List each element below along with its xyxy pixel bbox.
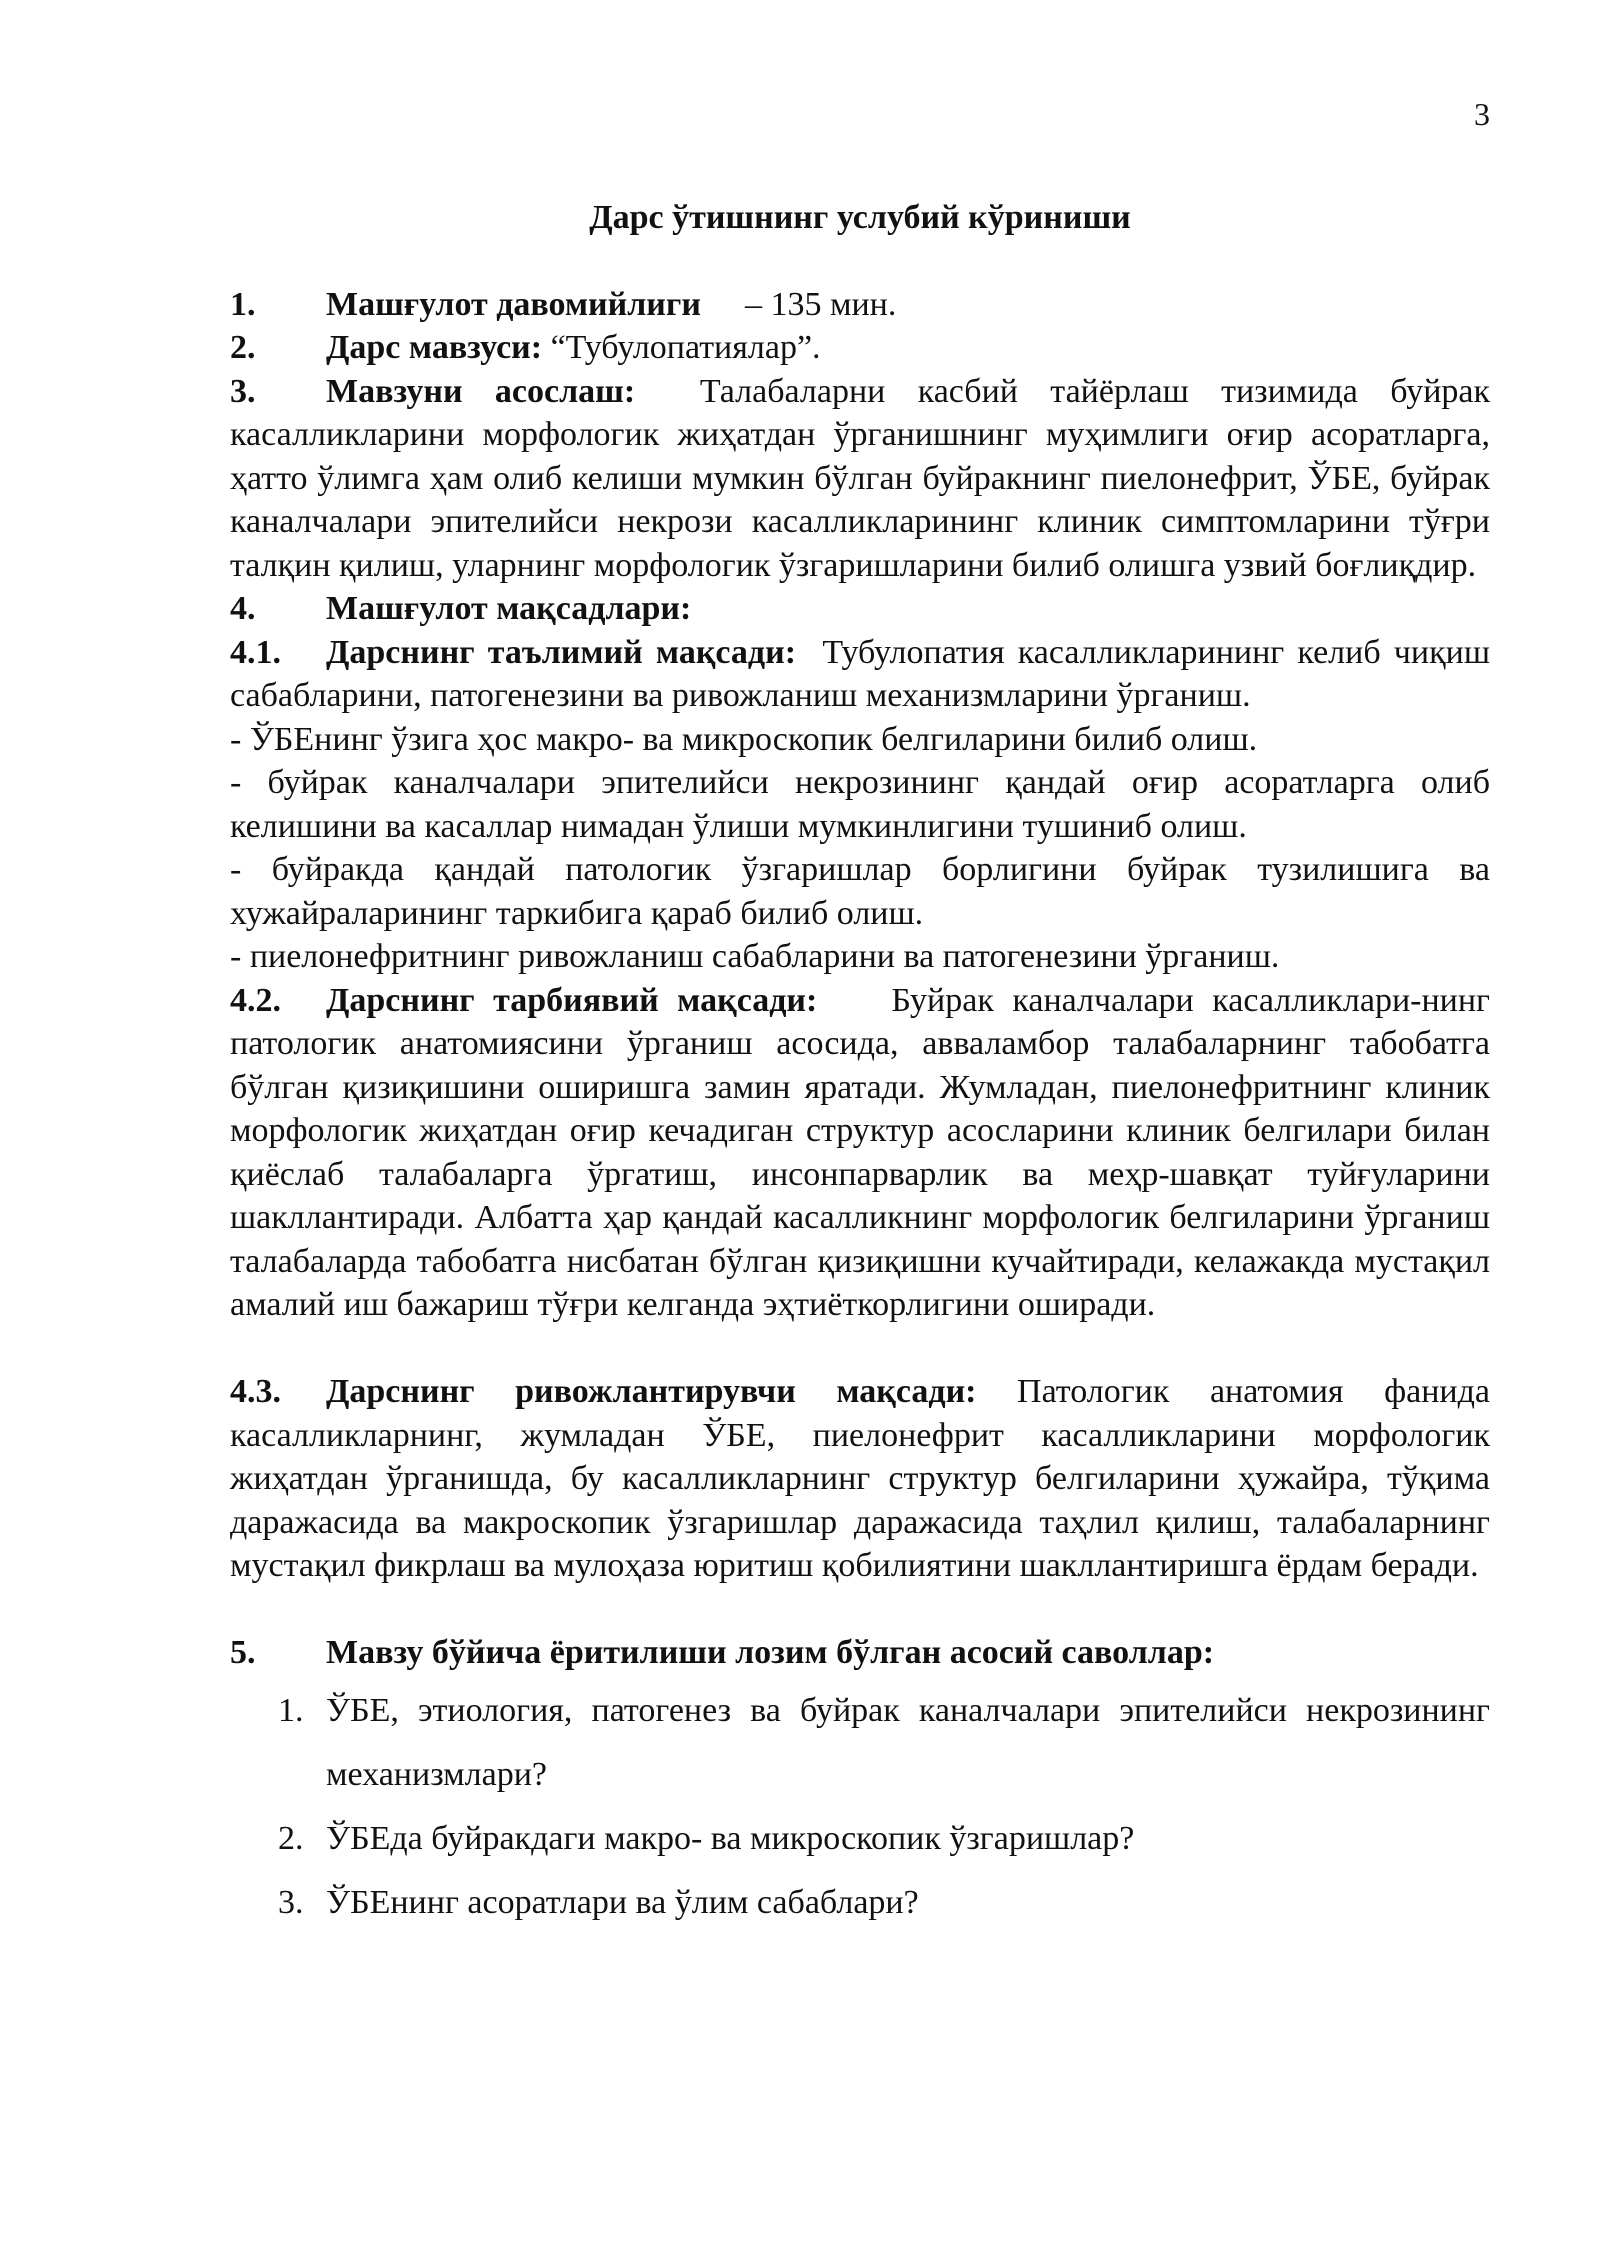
item-5: [230, 1631, 1490, 1675]
question-text: ЎБЕда буйракдаги макро- ва микроскопик ўзгаришлар?: [326, 1819, 1135, 1857]
item-4-2: [230, 979, 1490, 1327]
item-label: Дарс мавзуси:: [326, 329, 543, 366]
questions-list: [230, 1679, 1490, 1935]
item-4: [230, 587, 1490, 631]
item-number: 5.: [230, 1634, 256, 1671]
item-label: Дарснинг тарбиявий мақсади:: [326, 981, 818, 1019]
item-number: 4.2.: [230, 981, 281, 1019]
document-body: [230, 196, 1490, 1935]
item-number: 4.1.: [230, 633, 281, 671]
question-number: 1.: [278, 1691, 304, 1729]
question-item: [230, 1679, 1490, 1807]
item-label: Машғулот давомийлиги: [326, 285, 701, 323]
item-label: Мавзуни асослаш:: [326, 372, 636, 410]
question-number: 2.: [278, 1819, 304, 1857]
question-item: [230, 1871, 1490, 1935]
item-1: [230, 283, 1490, 327]
document-title: Дарс ўтишнинг услубий кўриниши: [589, 199, 1131, 236]
item-label: Дарснинг таълимий мақсади:: [326, 633, 797, 671]
item-number: 4.3.: [230, 1373, 281, 1410]
item-number: 4.: [230, 590, 256, 627]
bullet-item: - ЎБЕнинг ўзига ҳос макро- ва микроскопик белгиларини билиб олиш.: [230, 720, 1258, 758]
item-text: Патологик анатомия фанида касалликларнинг, жумладан ЎБЕ, пиелонефрит касалликларини морфологик жиҳатдан ўрганишда, бу касалликларнинг структур белгиларини ҳужайра, тўқима даражасида ва макроскопик ўзгаришлар даражасида таҳлил қилиш, талабаларнинг мустақил фикрлаш ва мулоҳаза юритиш қобилиятини шакллантиришга ёрдам беради.: [230, 1373, 1490, 1584]
item-text: – 135 мин.: [744, 285, 897, 323]
bullet-item: - буйрак каналчалари эпителийси некрозининг қандай оғир асоратларга олиб келишини ва касаллар нимадан ўлиши мумкинлигини тушиниб олиш.: [230, 764, 1490, 845]
item-text: Тубулопатия касалликларининг келиб чиқиш сабабларини, патогенезини ва ривожланиш механизмларини ўрганиш.: [230, 633, 1491, 714]
item-text: “Тубулопатиялар”.: [550, 329, 821, 366]
item-4-1: [230, 631, 1490, 718]
page-number: 3: [1474, 96, 1490, 132]
item-3: [230, 370, 1490, 588]
question-text: ЎБЕнинг асоратлари ва ўлим сабаблари?: [326, 1883, 919, 1921]
item-4-3: [230, 1370, 1490, 1588]
item-label: Дарснинг ривожлантирувчи мақсади:: [326, 1373, 977, 1410]
item-text: Талабаларни касбий тайёрлаш тизимида буйрак касалликларини морфологик жиҳатдан ўрганишнинг муҳимлиги оғир асоратларга, ҳатто ўлимга ҳам олиб келиши мумкин бўлган буйракнинг пиелонефрит, ЎБЕ, буйрак каналчалари эпителийси некрози касалликларининг клиник симптомларини тўғри талқин қилиш, уларнинг морфологик ўзгаришларини билиб олишга узвий боғлиқдир.: [230, 372, 1490, 584]
item-label: Мавзу бўйича ёритилиши лозим бўлган асосий саволлар:: [326, 1634, 1215, 1671]
question-item: [230, 1807, 1490, 1871]
question-text: ЎБЕ, этиология, патогенез ва буйрак каналчалари эпителийси некрозининг механизмлари?: [326, 1691, 1490, 1793]
item-number: 1.: [230, 285, 256, 323]
item-number: 2.: [230, 329, 256, 366]
bullet-item: - пиелонефритнинг ривожланиш сабабларини ва патогенезини ўрганиш.: [230, 938, 1280, 975]
item-text: Буйрак каналчалари касалликлари-нинг патологик анатомиясини ўрганиш асосида, авваламбор талабаларнинг табобатга бўлган қизиқишини оширишга замин яратади. Жумладан, пиелонефритнинг клиник морфологик жиҳатдан оғир кечадиган структур асосларини клиник белгилари билан қиёслаб талабаларга ўргатиш, инсонпарварлик ва меҳр-шавқат туйғуларини шакллантиради. Албатта ҳар қандай касалликнинг морфологик белгиларини ўрганиш талабаларда табобатга нисбатан бўлган қизиқишни кучайтиради, келажакда мустақил амалий иш бажариш тўғри келганда эҳтиёткорлигини оширади.: [230, 981, 1490, 1323]
item-2: [230, 326, 1490, 370]
item-label: Машғулот мақсадлари:: [326, 590, 692, 627]
question-number: 3.: [278, 1883, 304, 1921]
bullet-item: - буйракда қандай патологик ўзгаришлар борлигини буйрак тузилишига ва хужайраларининг таркибига қараб билиб олиш.: [230, 851, 1490, 932]
item-number: 3.: [230, 372, 256, 410]
